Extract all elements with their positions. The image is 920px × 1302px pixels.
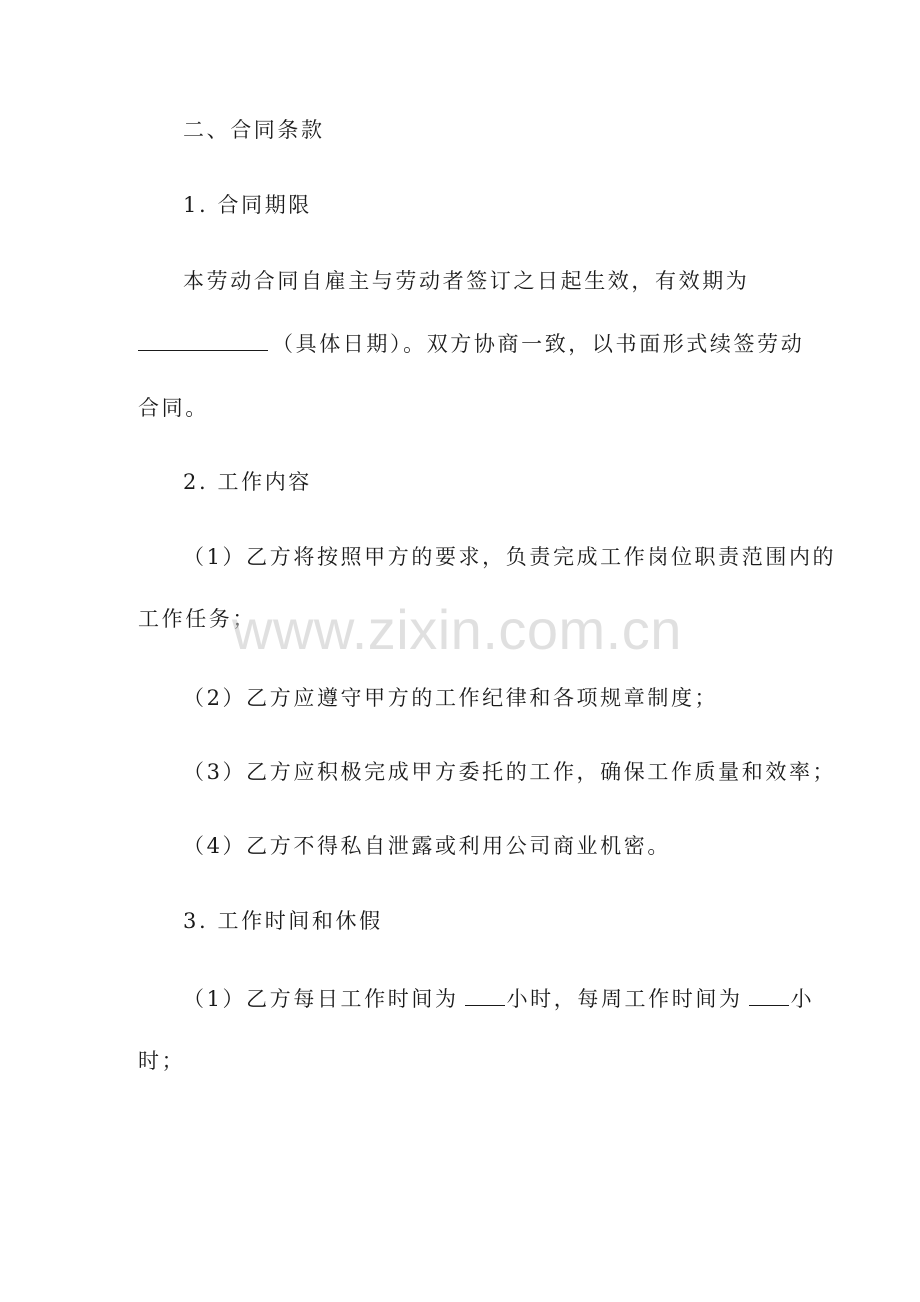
clause-3-item-1-part-2: 小时，每周工作时间为: [506, 987, 743, 1011]
clause-3-item-1-line-1: [183, 983, 814, 1014]
clause-2-item-1-line-2: 工作任务；: [138, 607, 256, 631]
daily-hours-blank: [465, 983, 505, 1006]
weekly-hours-blank: [749, 983, 789, 1006]
clause-1-paragraph-line-2: [138, 328, 804, 359]
clause-1-paragraph-line-1: 本劳动合同自雇主与劳动者签订之日起生效，有效期为: [183, 269, 750, 293]
clause-3-heading: 3. 工作时间和休假: [183, 909, 383, 933]
clause-2-heading: 2. 工作内容: [183, 470, 312, 494]
clause-1-paragraph-line-3: 合同。: [138, 396, 209, 420]
clause-3-item-1-line-2: 时；: [138, 1049, 186, 1073]
clause-3-item-1-part-3: 小: [790, 987, 815, 1011]
watermark: www.zixin.com.cn: [232, 598, 682, 661]
date-blank: [138, 328, 268, 351]
clause-3-item-1-part-1: （1）乙方每日工作时间为: [183, 987, 459, 1011]
clause-2-item-2: （2）乙方应遵守甲方的工作纪律和各项规章制度；: [183, 686, 719, 710]
clause-1-paragraph-line-2-text: （具体日期）。双方协商一致，以书面形式续签劳动: [272, 332, 805, 356]
section-title: 二、合同条款: [183, 118, 325, 142]
clause-1-heading: 1. 合同期限: [183, 193, 312, 217]
clause-2-item-1-line-1: （1）乙方将按照甲方的要求，负责完成工作岗位职责范围内的: [183, 545, 837, 569]
clause-2-item-3: （3）乙方应积极完成甲方委托的工作，确保工作质量和效率；: [183, 760, 837, 784]
clause-2-item-4: （4）乙方不得私自泄露或利用公司商业机密。: [183, 834, 671, 858]
